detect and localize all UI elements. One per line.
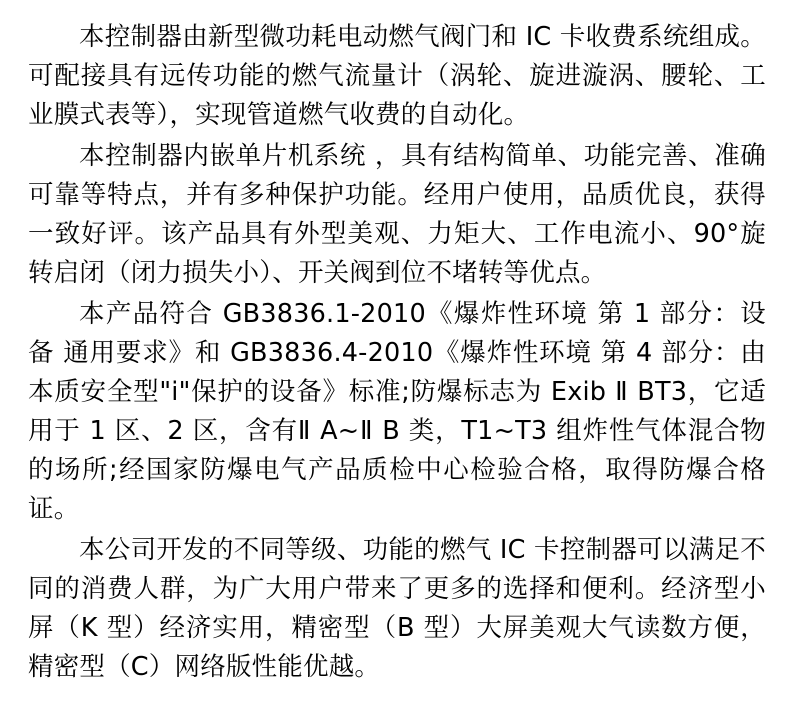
paragraph-1: 本控制器由新型微功耗电动燃气阀门和 IC 卡收费系统组成。可配接具有远传功能的燃气流量计（涡轮、旋进漩涡、腰轮、工业膜式表等），实现管道燃气收费的自动化。 bbox=[28, 22, 766, 130]
paragraph-4: 本公司开发的不同等级、功能的燃气 IC 卡控制器可以满足不同的消费人群，为广大用户带来了更多的选择和便利。经济型小屏（K 型）经济实用，精密型（B 型）大屏美观大气读数方便，精密型（C）网络版性能优越。 bbox=[28, 535, 766, 682]
paragraph-2: 本控制器内嵌单片机系统 ，具有结构简单、功能完善、准确可靠等特点，并有多种保护功能。经用户使用，品质优良，获得一致好评。该产品具有外型美观、力矩大、工作电流小、90°旋转启闭（闭力损失小）、开关阀到位不堵转等优点。 bbox=[28, 141, 766, 288]
paragraph-3: 本产品符合 GB3836.1-2010《爆炸性环境 第 1 部分：设备 通用要求》和 GB3836.4-2010《爆炸性环境 第 4 部分：由本质安全型"i"保护的设备》标准;防爆标志为 Exib Ⅱ BT3，它适用于 1 区、2 区，含有Ⅱ A~Ⅱ B 类，T1~T3 组炸性气体混合物的场所;经国家防爆电气产品质检中心检验合格，取得防爆合格证。 bbox=[28, 299, 766, 524]
